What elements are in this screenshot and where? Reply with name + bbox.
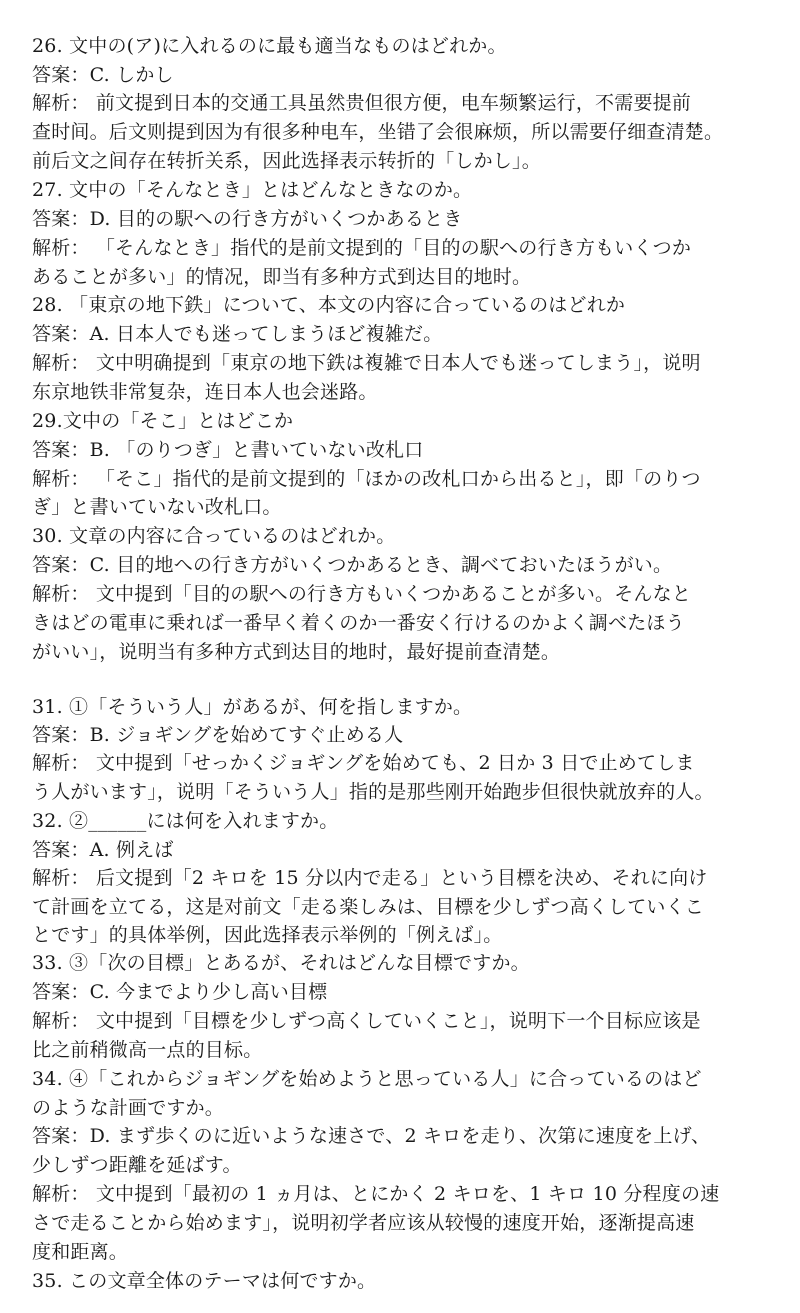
text-line: 解析： 文中提到「せっかくジョギングを始めても、2 日か 3 日で止めてしま bbox=[32, 752, 695, 774]
text-line: 答案：B. 「のりつぎ」と書いていない改札口 bbox=[32, 439, 424, 461]
text-line: 答案：D. 目的の駅への行き方がいくつかあるとき bbox=[32, 208, 463, 230]
text-line: 解析： 「そこ」指代的是前文提到的「ほかの改札口から出ると」，即「のりつ bbox=[32, 468, 701, 490]
text-line: 答案：A. 日本人でも迷ってしまうほど複雑だ。 bbox=[32, 323, 443, 345]
text-line: 29.文中の「そこ」とはどこか bbox=[32, 410, 294, 432]
text-line: 东京地铁非常复杂，连日本人也会迷路。 bbox=[32, 381, 378, 403]
text-line: 答案：B. ジョギングを始めてすぐ止める人 bbox=[32, 724, 404, 746]
text-line: さで走ることから始めます」，说明初学者应该从较慢的速度开始，逐渐提高速 bbox=[32, 1212, 695, 1234]
text-line: 32. ②______には何を入れますか。 bbox=[32, 810, 339, 832]
text-line: あることが多い」的情况，即当有多种方式到达目的地时。 bbox=[32, 266, 532, 288]
text-line: 解析： 文中提到「目標を少しずつ高くしていくこと」，说明下一个目标应该是 bbox=[32, 1010, 701, 1032]
text-line: て計画を立てる，这是对前文「走る楽しみは、目標を少しずつ高くしていくこ bbox=[32, 896, 705, 918]
text-line: 答案：C. 目的地への行き方がいくつかあるとき、調べておいたほうがい。 bbox=[32, 554, 673, 576]
text-line: ぎ」と書いていない改札口。 bbox=[32, 496, 282, 518]
text-line: 解析： 文中提到「目的の駅への行き方もいくつかあることが多い。そんなと bbox=[32, 583, 692, 605]
text-line: 26. 文中の(ア)に入れるのに最も適当なものはどれか。 bbox=[32, 35, 507, 57]
text-line: 答案：C. しかし bbox=[32, 64, 174, 86]
text-line: 解析： 文中明确提到「東京の地下鉄は複雑で日本人でも迷ってしまう」，说明 bbox=[32, 352, 701, 374]
text-line: 解析： 「そんなとき」指代的是前文提到的「目的の駅への行き方もいくつか bbox=[32, 237, 692, 259]
text-line: 答案：A. 例えば bbox=[32, 839, 174, 861]
text-line: 比之前稍微高一点的目标。 bbox=[32, 1039, 263, 1061]
text-line: 30. 文章の内容に合っているのはどれか。 bbox=[32, 525, 396, 547]
text-line: 解析： 后文提到「2 キロを 15 分以内で走る」という目標を決め、それに向け bbox=[32, 867, 708, 889]
text-line: とです」的具体举例，因此选择表示举例的「例えば」。 bbox=[32, 924, 503, 946]
text-line: 34. ④「これからジョギングを始めようと思っている人」に合っているのはど bbox=[32, 1068, 702, 1090]
text-line: 27. 文中の「そんなとき」とはどんなときなのか。 bbox=[32, 179, 473, 201]
text-line: のような計画ですか。 bbox=[32, 1097, 225, 1119]
text-line: 28. 「東京の地下鉄」について、本文の内容に合っているのはどれか bbox=[32, 294, 626, 316]
text-line: 35. この文章全体のテーマは何ですか。 bbox=[32, 1270, 377, 1292]
text-line: 答案：C. 今までより少し高い目標 bbox=[32, 981, 328, 1003]
text-line: 少しずつ距離を延ばす。 bbox=[32, 1154, 242, 1176]
text-line: 前后文之间存在转折关系，因此选择表示转折的「しかし」。 bbox=[32, 150, 541, 172]
text-line: 33. ③「次の目標」とあるが、それはどんな目標ですか。 bbox=[32, 952, 530, 974]
text-line: きはどの電車に乗れば一番早く着くのか一番安く行けるのかよく調べたほう bbox=[32, 612, 685, 634]
text-line: 查时间。后文则提到因为有很多种电车，坐错了会很麻烦，所以需要仔细查清楚。 bbox=[32, 121, 724, 143]
text-line: 度和距离。 bbox=[32, 1241, 129, 1263]
text-line: う人がいます」，说明「そういう人」指的是那些刚开始跑步但很快就放弃的人。 bbox=[32, 781, 714, 803]
text-line: 解析： 前文提到日本的交通工具虽然贵但很方便，电车频繁运行，不需要提前 bbox=[32, 92, 692, 114]
text-line: 31. ①「そういう人」があるが、何を指しますか。 bbox=[32, 696, 473, 718]
text-line: 答案：D. まず歩くのに近いような速さで、2 キロを走り、次第に速度を上げ、 bbox=[32, 1125, 711, 1147]
text-line: 解析： 文中提到「最初の 1 ヵ月は、とにかく 2 キロを、1 キロ 10 分程度の速 bbox=[32, 1183, 720, 1205]
text-line: がいい」，说明当有多种方式到达目的地时，最好提前查清楚。 bbox=[32, 641, 561, 663]
